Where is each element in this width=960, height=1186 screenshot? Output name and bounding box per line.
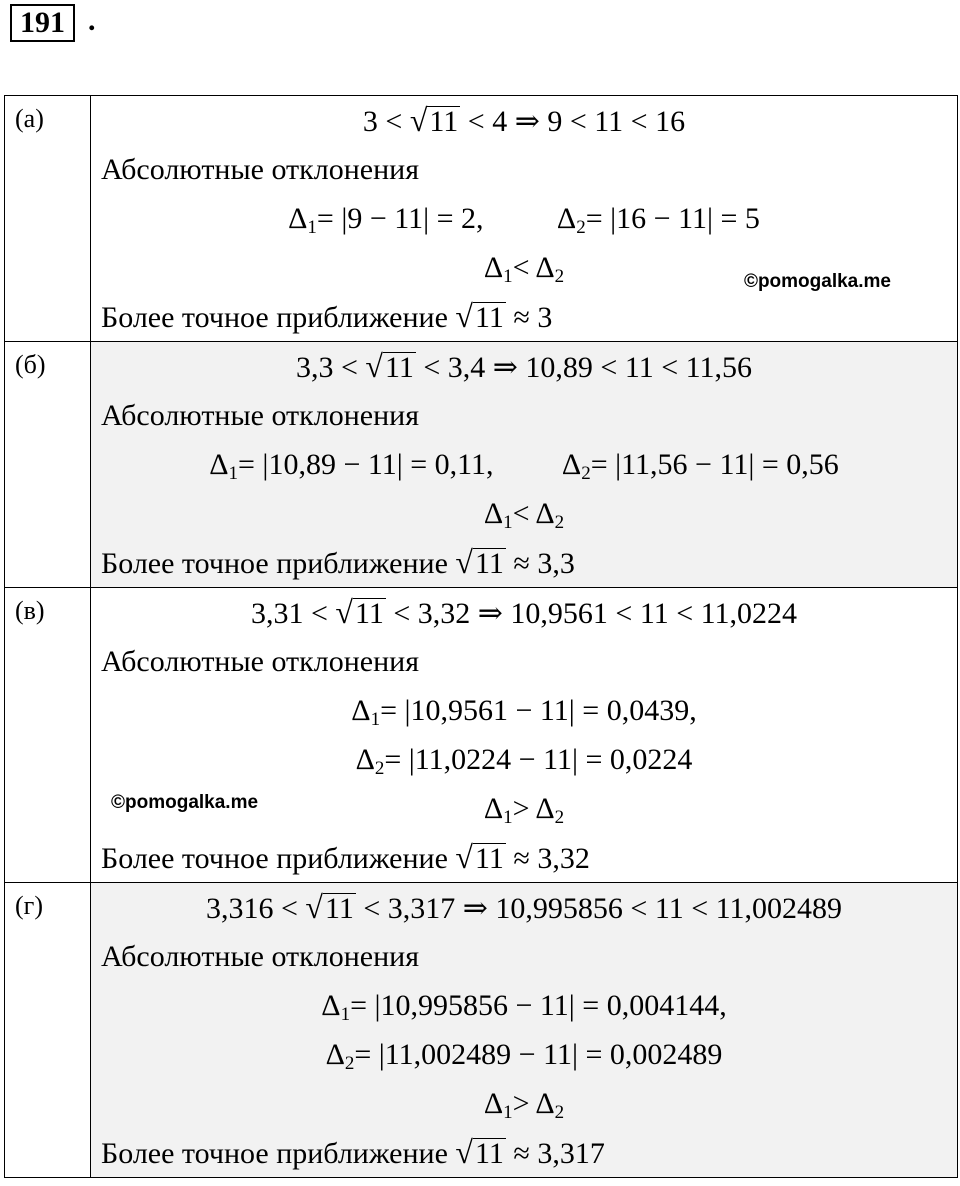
sqrt-icon: √: [335, 594, 353, 630]
sqrt-icon: √: [455, 544, 473, 580]
conclusion: [91, 292, 957, 341]
comparison: $\Delta_1< \Delta_2$: [483, 497, 565, 533]
conclusion-text: Более точное приближение: [101, 301, 448, 334]
conclusion-text: Более точное приближение: [101, 547, 448, 580]
deviations-line: [91, 440, 957, 489]
part-label: (б): [5, 342, 91, 588]
comparison: $\Delta_1< \Delta_2$: [483, 251, 565, 287]
watermark: ©pomogalka.me: [111, 792, 259, 813]
part-v-row: [5, 588, 958, 883]
part-g-row: [5, 883, 958, 1178]
delta-2-value: = |11,56 − 11| = 0,56: [590, 448, 839, 481]
part-body: [91, 588, 958, 883]
delta-1: $\Delta_1$: [351, 694, 381, 730]
conclusion: [91, 1128, 957, 1177]
part-body: [91, 342, 958, 588]
conclusion-value: ≈ 3: [513, 301, 553, 334]
delta-1: $\Delta_1$: [209, 448, 239, 484]
problem-number-dot: .: [88, 4, 96, 37]
conclusion: [91, 833, 957, 882]
delta-2-value: = |11,0224 − 11| = 0,0224: [384, 743, 693, 776]
delta-2: $\Delta_2$: [561, 448, 591, 484]
abs-deviation-title: Абсолютные отклонения: [101, 153, 419, 186]
deviation-1-line: [91, 686, 957, 735]
part-a-row: [5, 96, 958, 342]
sqrt-icon: √: [365, 348, 383, 384]
inequality: [91, 342, 957, 391]
radicand: 11: [474, 1137, 504, 1170]
inequality-left: 3 <: [362, 105, 403, 138]
delta-1-value: = |10,995856 − 11| = 0,004144,: [350, 989, 727, 1022]
radicand: 11: [354, 597, 384, 630]
conclusion-text: Более точное приближение: [101, 1137, 448, 1170]
delta-1-value: = |10,89 − 11| = 0,11,: [238, 448, 494, 481]
problem-number: 191: [10, 4, 75, 42]
deviations-line: [91, 194, 957, 243]
conclusion: [91, 538, 957, 587]
comparison-sign: >: [512, 792, 530, 825]
delta-1: $\Delta_1$: [288, 202, 317, 238]
inequality-right: < 3,32 ⇒ 10,9561 < 11 < 11,0224: [393, 597, 798, 630]
conclusion-text: Более точное приближение: [101, 842, 448, 875]
inequality-right: < 3,4 ⇒ 10,89 < 11 < 11,56: [423, 351, 753, 384]
delta-1-value: = |9 − 11| = 2,: [316, 202, 484, 235]
part-label: (а): [5, 96, 91, 342]
inequality: [91, 96, 957, 145]
delta-2: $\Delta_2$: [355, 743, 385, 779]
part-label: (в): [5, 588, 91, 883]
sqrt-icon: √: [455, 298, 473, 334]
inequality-left: 3,3 <: [295, 351, 358, 384]
conclusion-value: ≈ 3,317: [513, 1137, 605, 1170]
inequality-right: < 4 ⇒ 9 < 11 < 16: [467, 105, 686, 138]
comparison: $\Delta_1> \Delta_2$: [483, 1087, 565, 1123]
sqrt-icon: √: [455, 1134, 473, 1170]
delta-2-value: = |16 − 11| = 5: [585, 202, 760, 235]
part-b-row: [5, 342, 958, 588]
radicand: 11: [474, 547, 504, 580]
radicand: 11: [474, 301, 504, 334]
comparison-sign: >: [512, 1087, 530, 1120]
part-body: [91, 883, 958, 1178]
deviation-2-line: [91, 1030, 957, 1079]
radicand: 11: [429, 105, 459, 138]
radicand: 11: [474, 842, 504, 875]
inequality-right: < 3,317 ⇒ 10,995856 < 11 < 11,002489: [363, 892, 843, 925]
solution-table: [4, 95, 958, 1178]
inequality: [91, 588, 957, 637]
inequality-left: 3,316 <: [205, 892, 298, 925]
watermark: ©pomogalka.me: [743, 271, 891, 292]
sqrt-icon: √: [409, 102, 428, 138]
sqrt-icon: √: [305, 889, 323, 925]
radicand: 11: [384, 351, 414, 384]
comparison-sign: <: [512, 497, 530, 530]
abs-deviation-title: Абсолютные отклонения: [101, 399, 419, 432]
inequality-left: 3,31 <: [250, 597, 328, 630]
conclusion-value: ≈ 3,32: [513, 842, 590, 875]
comparison-sign: <: [512, 251, 530, 284]
sqrt-icon: √: [455, 839, 473, 875]
deviation-1-line: [91, 981, 957, 1030]
inequality: [91, 883, 957, 932]
abs-deviation-title: Абсолютные отклонения: [101, 940, 419, 973]
delta-2: $\Delta_2$: [556, 202, 586, 238]
delta-2: $\Delta_2$: [325, 1038, 355, 1074]
comparison: $\Delta_1> \Delta_2$: [483, 792, 565, 828]
delta-1-value: = |10,9561 − 11| = 0,0439,: [380, 694, 697, 727]
part-label: (г): [5, 883, 91, 1178]
radicand: 11: [324, 892, 354, 925]
part-body: [91, 96, 958, 342]
conclusion-value: ≈ 3,3: [513, 547, 575, 580]
abs-deviation-title: Абсолютные отклонения: [101, 645, 419, 678]
deviation-2-line: [91, 735, 957, 784]
delta-1: $\Delta_1$: [321, 989, 351, 1025]
delta-2-value: = |11,002489 − 11| = 0,002489: [354, 1038, 723, 1071]
